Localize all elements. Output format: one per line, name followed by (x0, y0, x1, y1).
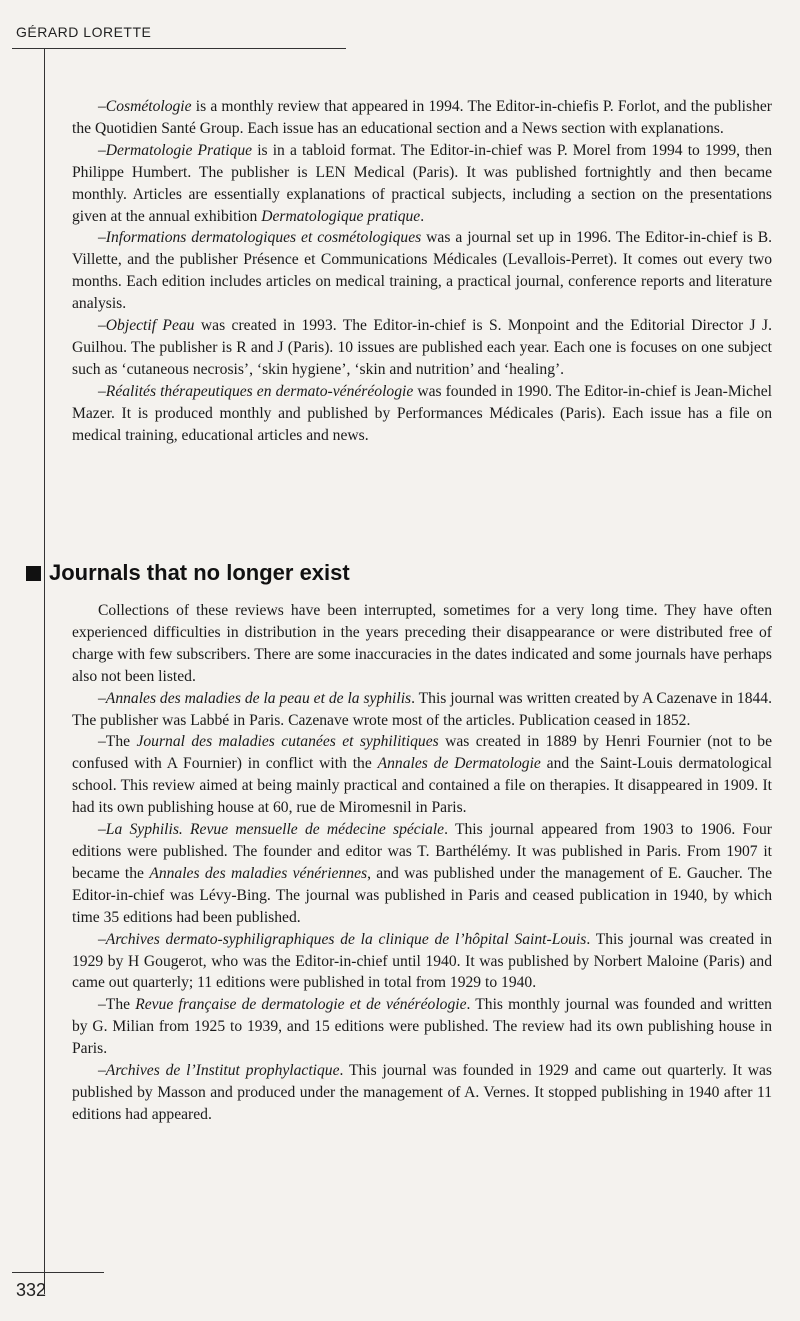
paragraph-cosmetologie (72, 96, 772, 140)
paragraph-archives-dermato-syphiligraphiques (72, 929, 772, 995)
margin-rule (44, 49, 45, 1294)
paragraph-text: . This journal was written created by A Cazenave in 1844. The publisher was Labbé in Paris. Cazenave wrote most of the articles. Publication ceased in 1852. (72, 689, 772, 729)
journal-title: Journal des maladies cutanées et syphilitiques (136, 733, 439, 751)
paragraph-objectif-peau (72, 315, 772, 381)
paragraph-informations-dermatologiques (72, 227, 772, 315)
journal-title: –Archives de l’Institut prophylactique (98, 1062, 340, 1080)
paragraph-text: . This journal was created in 1929 by H Gougerot, who was the Editor-in-chief until 1940. It was published by Norbert Maloine (Paris) and came out quarterly; 11 editions were published in total from 1929 to 1940. (72, 930, 772, 992)
paragraph-text: was a journal set up in 1996. The Editor-in-chief is B. Villette, and the publisher Présence et Communications Médicales (Levallois-Perret). It comes out every two months. Each edition includes articles on medical training, a practical journal, conference reports and literature analysis. (72, 229, 772, 313)
paragraph-revue-francaise (72, 994, 772, 1060)
journal-title: –Réalités thérapeutiques en dermato-vénéréologie (98, 382, 414, 400)
paragraph-text: is a monthly review that appeared in 1994. The Editor-in-chiefis P. Forlot, and the publisher the Quotidien Santé Group. Each issue has an educational section and a News section with explanations. (72, 98, 772, 137)
paragraph-archives-institut-prophylactique (72, 1060, 772, 1126)
journal-title-2: Annales de Dermatologie (377, 755, 541, 773)
paragraph-text: . This journal was founded in 1929 and came out quarterly. It was published by Masson and produced under the management of A. Vernes. It stopped publishing in 1940 after 11 editions had appeared. (72, 1062, 772, 1123)
section-current-journals (72, 96, 772, 447)
page-number: 332 (16, 1280, 47, 1300)
paragraph-realites-therapeutiques (72, 381, 772, 447)
paragraph-text-end: , and was published under the management of E. Gaucher. The Editor-in-chief was Lévy-Bing. The journal was published in Paris and ceased publication in 1940, by which time 35 editions had been published. (72, 864, 773, 926)
square-bullet-icon (26, 566, 41, 581)
paragraph-text: is in a tabloid format. The Editor-in-chief was P. Morel from 1994 to 1999, then Philippe Humbert. The publisher is LEN Medical (Paris). It was published fortnightly and then became monthly. Articles are essentially explanations of practical subjects, including a section on the presentations given at the annual exhibition (72, 141, 772, 225)
journal-title: –Informations dermatologiques et cosmétologiques (98, 229, 422, 247)
paragraph-text: was founded in 1990. The Editor-in-chief is Jean-Michel Mazer. It is produced monthly and published by Performances Médicales (Paris). Each issue has a file on medical training, educational articles and news. (72, 382, 772, 444)
journal-title: –Archives dermato-syphiligraphiques de la clinique de l’hôpital Saint-Louis (98, 930, 587, 948)
paragraph-dermatologie-pratique (72, 140, 772, 228)
paragraph-text: . This journal appeared from 1903 to 1906. Four editions were published. The founder and editor was T. Barthélémy. It was published in Paris. From 1907 it became the (72, 821, 772, 882)
journal-title: Revue française de dermatologie et de vénéréologie (135, 996, 467, 1014)
journal-title: –Annales des maladies de la peau et de la syphilis (98, 689, 412, 707)
footer-rule (12, 1272, 104, 1273)
journal-title: –Dermatologie Pratique (98, 141, 253, 159)
paragraph-annales-maladies-peau (72, 688, 772, 732)
paragraph-intro: Collections of these reviews have been interrupted, sometimes for a very long time. They have often experienced difficulties in distribution in the years preceding their disappearance or were distributed free of charge with few subscribers. There are some inaccuracies in the dates indicated and some journals have perhaps also not been listed. (72, 602, 772, 685)
paragraph-prefix: –The (98, 996, 136, 1014)
section-heading-text: Journals that no longer exist (49, 560, 350, 585)
section-heading (26, 560, 350, 586)
running-header-author: GÉRARD LORETTE (16, 24, 152, 40)
journal-title-2: Annales des maladies vénériennes (149, 864, 368, 882)
paragraph-text: . This monthly journal was founded and written by G. Milian from 1925 to 1939, and 15 editions were published. The review had its own publishing house in Paris. (72, 996, 772, 1058)
paragraph-prefix: –The (98, 733, 137, 751)
exhibition-title: Dermatologique pratique (261, 207, 421, 225)
paragraph-text-end: . (420, 207, 425, 225)
section-defunct-journals (72, 600, 772, 1126)
paragraph-text: was created in 1889 by Henri Fournier (not to be confused with A Fournier) in conflict with the (72, 733, 773, 773)
journal-title: –Objectif Peau (98, 317, 195, 335)
journal-title: –La Syphilis. Revue mensuelle de médecine spéciale (98, 821, 445, 839)
paragraph-journal-maladies-cutanees (72, 731, 772, 819)
journal-title: –Cosmétologie (98, 98, 192, 115)
paragraph-la-syphilis (72, 819, 772, 929)
paragraph-text-end: and the Saint-Louis dermatological school. This review aimed at being mainly practical and contained a file on therapies. It disappeared in 1909. It had its own publishing house at 60, rue de Miromesnil in Paris. (72, 755, 773, 817)
header-rule (12, 48, 346, 49)
paragraph-text: was created in 1993. The Editor-in-chief is S. Monpoint and the Editorial Director J J. Guilhou. The publisher is R and J (Paris). 10 issues are published each year. Each one is focuses on one subject such as ‘cutaneous necrosis’, ‘skin hygiene’, ‘skin and nutrition’ and ‘healing’. (72, 317, 773, 378)
